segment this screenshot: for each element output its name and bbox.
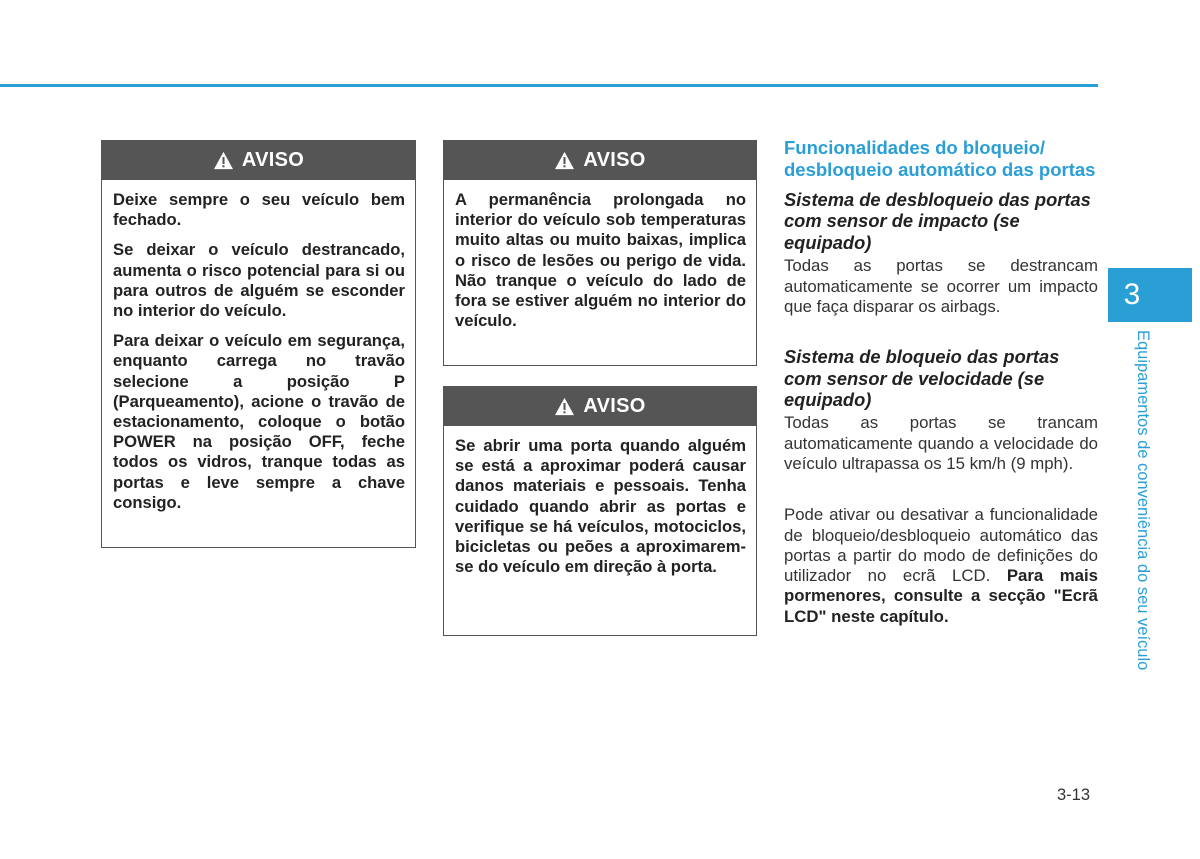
warning-label: AVISO [583, 395, 646, 417]
paragraph-settings-text: Pode ativar ou desativar a funcionalidade de bloqueio/desbloqueio automático das portas a partir do modo de definições do utilizador no ecrã LCD. [784, 505, 1098, 586]
warning-body [102, 180, 415, 523]
paragraph-settings [784, 505, 1098, 627]
warning-body [444, 180, 756, 341]
section-title: Funcionalidades do bloqueio/ desbloqueio automático das portas [784, 137, 1096, 180]
section-column [784, 137, 1098, 627]
warning-paragraph: Se deixar o veículo destrancado, aumenta o risco potencial para si ou para outros de alguém se esconder no interior do veículo. [113, 240, 405, 321]
warning-box-3 [443, 386, 757, 636]
warning-header [444, 387, 756, 426]
warning-header [444, 141, 756, 180]
warning-label: AVISO [583, 149, 646, 171]
warning-header [102, 141, 415, 180]
page-number: 3-13 [1057, 786, 1091, 804]
paragraph-speed: Todas as portas se trancam automaticamente quando a velocidade do veículo ultrapassa os 15 km/h (9 mph). [784, 413, 1098, 473]
warning-box-2 [443, 140, 757, 366]
warning-triangle-icon [554, 397, 575, 416]
chapter-tab [1108, 268, 1192, 322]
warning-paragraph: Se abrir uma porta quando alguém se está a aproximar poderá causar danos materiais e pessoais. Tenha cuidado quando abrir as portas e verifique se há veículos, motociclos, bicicletas ou peões a aproximarem-se do veículo em direção à porta. [455, 436, 746, 577]
chapter-title: Equipamentos de conveniência do seu veículo [1134, 330, 1152, 671]
paragraph-settings-bold: Para mais pormenores, consulte a secção "Ecrã LCD" neste capítulo. [784, 566, 1098, 626]
top-rule [0, 84, 1098, 87]
warning-body [444, 426, 756, 587]
warning-label: AVISO [241, 149, 305, 171]
warning-triangle-icon [554, 151, 575, 170]
warning-paragraph: A permanência prolongada no interior do veículo sob temperaturas muito altas ou muito baixas, implica o risco de lesões ou perigo de vida. Não tranque o veículo do lado de fora se estiver alguém no interior do veículo. [455, 190, 746, 331]
warning-box-1 [101, 140, 416, 548]
paragraph-impact: Todas as portas se destrancam automaticamente se ocorrer um impacto que faça disparar os airbags. [784, 256, 1098, 316]
subsection-title-impact: Sistema de desbloqueio das portas com sensor de impacto (se equipado) [784, 189, 1091, 253]
subsection-title-speed: Sistema de bloqueio das portas com sensor de velocidade (se equipado) [784, 346, 1060, 410]
warning-paragraph: Para deixar o veículo em segurança, enquanto carrega no travão selecione a posição P (Parqueamento), acione o travão de estacionamento, coloque o botão POWER na posição OFF, feche todos os vidros, tranque todas as portas e leve sempre a chave consigo. [113, 331, 405, 512]
chapter-number: 3 [1123, 278, 1141, 311]
warning-paragraph: Deixe sempre o seu veículo bem fechado. [113, 190, 405, 230]
warning-triangle-icon [213, 151, 234, 170]
